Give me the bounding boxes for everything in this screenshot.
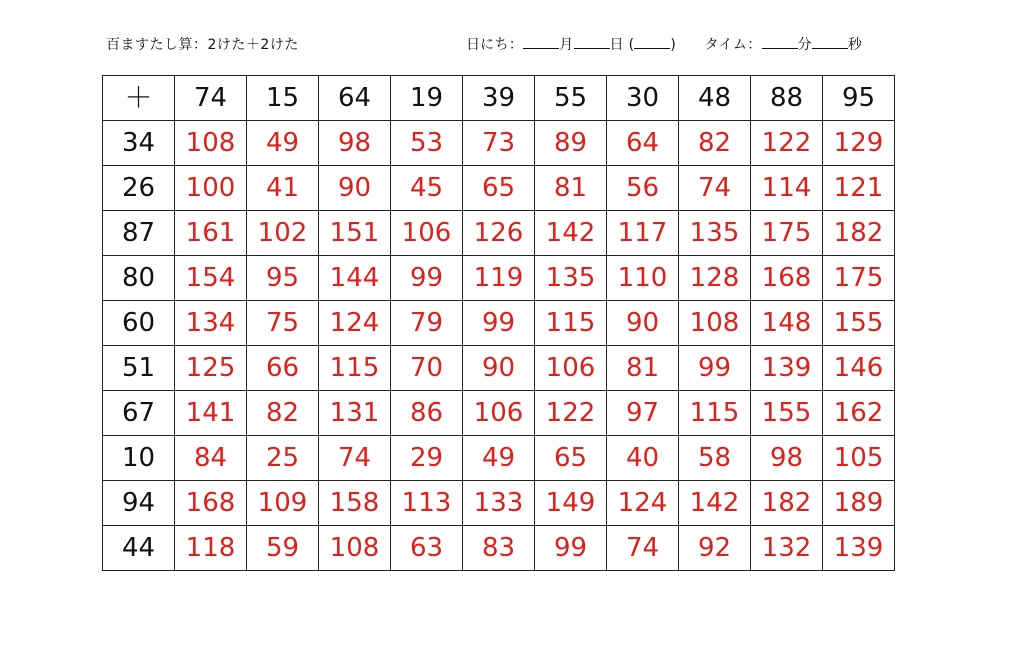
answer-cell[interactable]: 154 (175, 256, 247, 301)
answer-cell[interactable]: 63 (391, 526, 463, 571)
day-blank[interactable] (574, 36, 610, 49)
row-header: 94 (103, 481, 175, 526)
answer-cell[interactable]: 66 (247, 346, 319, 391)
answer-cell[interactable]: 86 (391, 391, 463, 436)
answer-cell[interactable]: 110 (607, 256, 679, 301)
hundred-square-grid (102, 75, 895, 571)
answer-cell[interactable]: 114 (751, 166, 823, 211)
column-header: 88 (751, 76, 823, 121)
answer-cell[interactable]: 113 (391, 481, 463, 526)
answer-cell[interactable]: 98 (319, 121, 391, 166)
column-header: 15 (247, 76, 319, 121)
answer-cell[interactable]: 124 (319, 301, 391, 346)
answer-cell[interactable]: 106 (391, 211, 463, 256)
answer-cell[interactable]: 146 (823, 346, 895, 391)
answer-cell[interactable]: 135 (535, 256, 607, 301)
answer-cell[interactable]: 151 (319, 211, 391, 256)
seconds-label: 秒 (847, 37, 863, 53)
answer-cell[interactable]: 148 (751, 301, 823, 346)
table-row (103, 301, 895, 346)
answer-cell[interactable]: 106 (463, 391, 535, 436)
answer-cell[interactable]: 128 (679, 256, 751, 301)
answer-cell[interactable]: 115 (319, 346, 391, 391)
answer-cell[interactable]: 84 (175, 436, 247, 481)
answer-cell[interactable]: 131 (319, 391, 391, 436)
answer-cell[interactable]: 99 (535, 526, 607, 571)
date-label: 日にち： (466, 37, 524, 53)
answer-cell[interactable]: 149 (535, 481, 607, 526)
answer-cell[interactable]: 53 (391, 121, 463, 166)
answer-cell[interactable]: 29 (391, 436, 463, 481)
answer-cell[interactable]: 41 (247, 166, 319, 211)
minutes-label: 分 (797, 37, 812, 53)
answer-cell[interactable]: 75 (247, 301, 319, 346)
column-header: 48 (679, 76, 751, 121)
answer-cell[interactable]: 175 (751, 211, 823, 256)
answer-cell[interactable]: 90 (463, 346, 535, 391)
answer-cell[interactable]: 81 (535, 166, 607, 211)
answer-cell[interactable]: 82 (247, 391, 319, 436)
answer-cell[interactable]: 99 (391, 256, 463, 301)
time-label: タイム： (704, 37, 762, 53)
answer-cell[interactable]: 121 (823, 166, 895, 211)
answer-cell[interactable]: 155 (751, 391, 823, 436)
seconds-blank[interactable] (812, 36, 848, 49)
answer-cell[interactable]: 108 (679, 301, 751, 346)
answer-cell[interactable]: 144 (319, 256, 391, 301)
answer-cell[interactable]: 162 (823, 391, 895, 436)
answer-cell[interactable]: 81 (607, 346, 679, 391)
answer-cell[interactable]: 139 (751, 346, 823, 391)
row-header: 67 (103, 391, 175, 436)
answer-cell[interactable]: 25 (247, 436, 319, 481)
column-header: 55 (535, 76, 607, 121)
answer-cell[interactable]: 40 (607, 436, 679, 481)
answer-cell[interactable]: 122 (751, 121, 823, 166)
month-blank[interactable] (523, 36, 559, 49)
answer-cell[interactable]: 73 (463, 121, 535, 166)
answer-cell[interactable]: 95 (247, 256, 319, 301)
table-row (103, 346, 895, 391)
answer-cell[interactable]: 102 (247, 211, 319, 256)
answer-cell[interactable]: 115 (679, 391, 751, 436)
answer-cell[interactable]: 106 (535, 346, 607, 391)
answer-cell[interactable]: 64 (607, 121, 679, 166)
column-header: 64 (319, 76, 391, 121)
worksheet-meta (466, 34, 862, 54)
column-header: 95 (823, 76, 895, 121)
answer-cell[interactable]: 158 (319, 481, 391, 526)
answer-cell[interactable]: 92 (679, 526, 751, 571)
answer-cell[interactable]: 129 (823, 121, 895, 166)
answer-cell[interactable]: 58 (679, 436, 751, 481)
answer-cell[interactable]: 182 (823, 211, 895, 256)
answer-cell[interactable]: 168 (751, 256, 823, 301)
answer-cell[interactable]: 118 (175, 526, 247, 571)
answer-cell[interactable]: 82 (679, 121, 751, 166)
answer-cell[interactable]: 132 (751, 526, 823, 571)
answer-cell[interactable]: 90 (607, 301, 679, 346)
answer-cell[interactable]: 90 (319, 166, 391, 211)
answer-cell[interactable]: 117 (607, 211, 679, 256)
day-label: 日 ( (609, 37, 635, 53)
answer-cell[interactable]: 115 (535, 301, 607, 346)
column-header: 74 (175, 76, 247, 121)
answer-cell[interactable]: 124 (607, 481, 679, 526)
row-header: 26 (103, 166, 175, 211)
answer-cell[interactable]: 109 (247, 481, 319, 526)
answer-cell[interactable]: 125 (175, 346, 247, 391)
table-row (103, 391, 895, 436)
answer-cell[interactable]: 99 (679, 346, 751, 391)
answer-cell[interactable]: 141 (175, 391, 247, 436)
answer-cell[interactable]: 108 (175, 121, 247, 166)
table-row (103, 211, 895, 256)
column-header: 19 (391, 76, 463, 121)
answer-cell[interactable]: 142 (535, 211, 607, 256)
answer-cell[interactable]: 139 (823, 526, 895, 571)
answer-cell[interactable]: 74 (679, 166, 751, 211)
answer-cell[interactable]: 108 (319, 526, 391, 571)
answer-cell[interactable]: 49 (247, 121, 319, 166)
worksheet-title: 百ますたし算：2けた＋2けた (106, 37, 299, 53)
minutes-blank[interactable] (762, 36, 798, 49)
answer-cell[interactable]: 56 (607, 166, 679, 211)
answer-cell[interactable]: 155 (823, 301, 895, 346)
answer-cell[interactable]: 122 (535, 391, 607, 436)
answer-cell[interactable]: 97 (607, 391, 679, 436)
table-row (103, 481, 895, 526)
answer-cell[interactable]: 134 (175, 301, 247, 346)
answer-cell[interactable]: 49 (463, 436, 535, 481)
table-row (103, 526, 895, 571)
row-header: 10 (103, 436, 175, 481)
table-row (103, 166, 895, 211)
answer-cell[interactable]: 133 (463, 481, 535, 526)
table-row (103, 256, 895, 301)
answer-cell[interactable]: 142 (679, 481, 751, 526)
weekday-close: ) (670, 37, 677, 53)
answer-cell[interactable]: 99 (463, 301, 535, 346)
row-header: 44 (103, 526, 175, 571)
row-header: 60 (103, 301, 175, 346)
table-row (103, 436, 895, 481)
column-header: 39 (463, 76, 535, 121)
answer-cell[interactable]: 119 (463, 256, 535, 301)
answer-cell[interactable]: 74 (319, 436, 391, 481)
answer-cell[interactable]: 98 (751, 436, 823, 481)
row-header: 34 (103, 121, 175, 166)
answer-cell[interactable]: 70 (391, 346, 463, 391)
answer-cell[interactable]: 175 (823, 256, 895, 301)
answer-cell[interactable]: 189 (823, 481, 895, 526)
column-header: 30 (607, 76, 679, 121)
answer-cell[interactable]: 79 (391, 301, 463, 346)
row-header: 80 (103, 256, 175, 301)
plus-sign-corner: ＋ (103, 76, 175, 121)
answer-cell[interactable]: 135 (679, 211, 751, 256)
answer-cell[interactable]: 100 (175, 166, 247, 211)
answer-cell[interactable]: 182 (751, 481, 823, 526)
table-row (103, 121, 895, 166)
answer-cell[interactable]: 89 (535, 121, 607, 166)
answer-cell[interactable]: 161 (175, 211, 247, 256)
weekday-blank[interactable] (634, 36, 670, 49)
answer-cell[interactable]: 83 (463, 526, 535, 571)
answer-cell[interactable]: 126 (463, 211, 535, 256)
answer-cell[interactable]: 105 (823, 436, 895, 481)
answer-cell[interactable]: 168 (175, 481, 247, 526)
row-header: 87 (103, 211, 175, 256)
answer-cell[interactable]: 74 (607, 526, 679, 571)
answer-cell[interactable]: 45 (391, 166, 463, 211)
answer-cell[interactable]: 65 (535, 436, 607, 481)
month-label: 月 (559, 37, 574, 53)
column-header-row (103, 76, 895, 121)
answer-cell[interactable]: 59 (247, 526, 319, 571)
answer-cell[interactable]: 65 (463, 166, 535, 211)
row-header: 51 (103, 346, 175, 391)
